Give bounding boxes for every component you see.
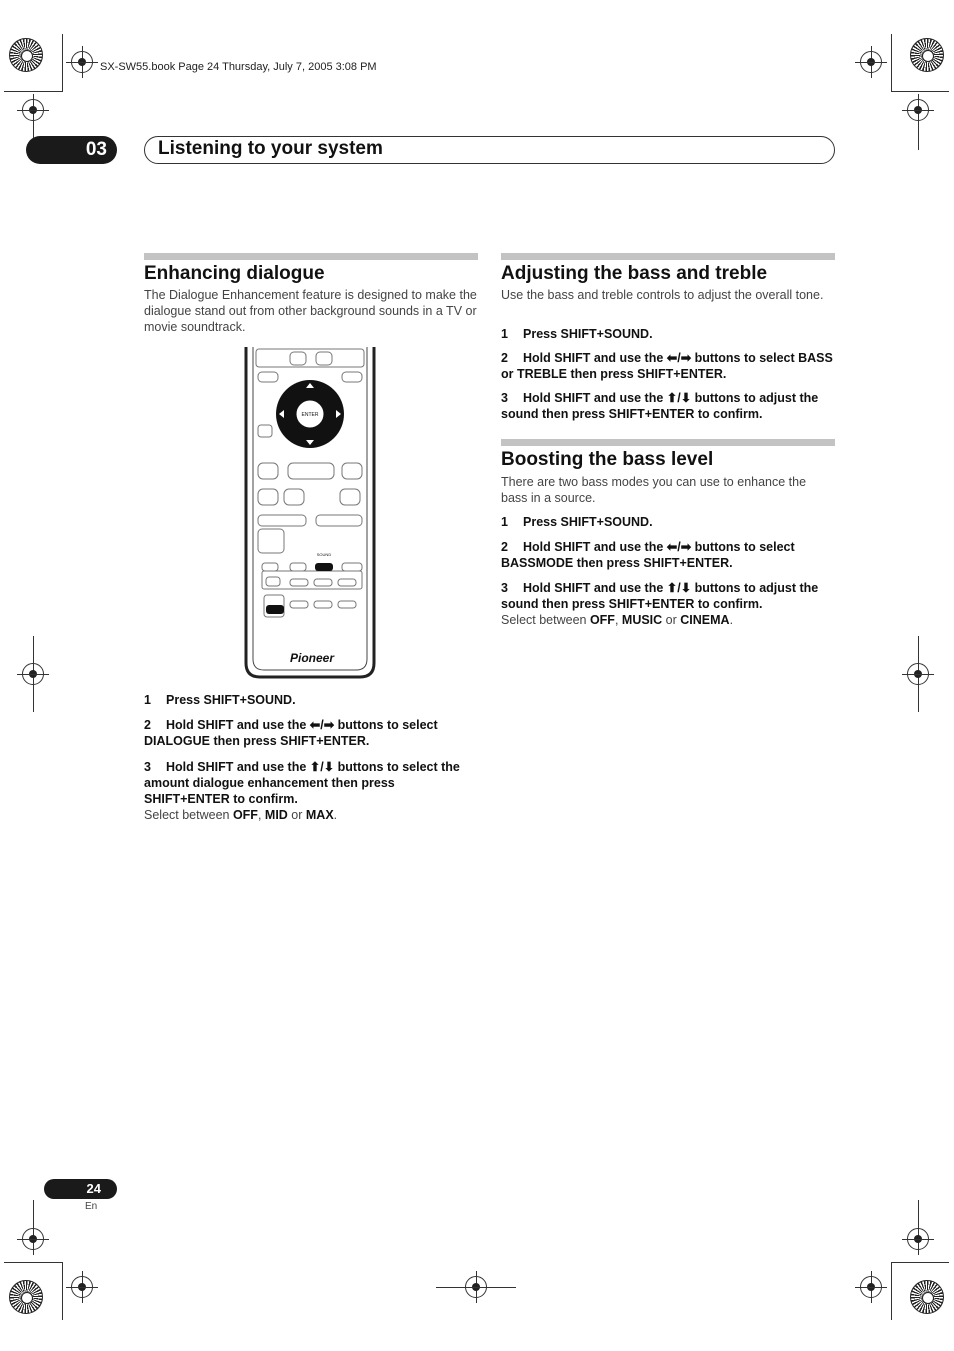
section-intro: The Dialogue Enhancement feature is designed to make the dialogue stand out from other background sounds in a TV or movie soundtrack. <box>144 288 477 334</box>
section-intro: There are two bass modes you can use to enhance the bass in a source. <box>501 475 807 505</box>
section-title-enhancing-dialogue: Enhancing dialogue <box>144 263 325 284</box>
registration-mark-icon <box>22 99 44 121</box>
registration-mark-icon <box>907 663 929 685</box>
pioneer-logo: Pioneer <box>289 651 335 665</box>
print-info: SX-SW55.book Page 24 Thursday, July 7, 2005 3:08 PM <box>100 61 377 73</box>
shift-label: SHIFT <box>269 610 281 615</box>
step-item: 2 Hold SHIFT and use the ⬅/➡ buttons to select BASSMODE then press SHIFT+ENTER. <box>501 540 795 570</box>
step-item: 1 Press SHIFT+SOUND. <box>501 515 653 529</box>
section-intro: Use the bass and treble controls to adjust the overall tone. <box>501 288 824 302</box>
registration-mark-icon <box>907 99 929 121</box>
registration-mark-icon <box>71 1276 93 1298</box>
registration-wheel-icon <box>910 1280 944 1314</box>
page-number: 24 <box>44 1179 117 1199</box>
step-item: 1 Press SHIFT+SOUND. <box>501 327 653 341</box>
sound-label: SOUND <box>316 552 332 557</box>
step-item: 3 Hold SHIFT and use the ⬆/⬇ buttons to adjust the sound then press SHIFT+ENTER to confirm. <box>501 391 819 421</box>
registration-mark-icon <box>465 1276 487 1298</box>
registration-wheel-icon <box>9 38 43 72</box>
select-options: Select between OFF, MID or MAX. <box>144 808 338 822</box>
registration-mark-icon <box>860 1276 882 1298</box>
section-rule <box>501 439 835 446</box>
step-item: 2 Hold SHIFT and use the ⬅/➡ buttons to select BASS or TREBLE then press SHIFT+ENTER. <box>501 351 833 381</box>
step-item: 1 Press SHIFT+SOUND. <box>144 693 296 707</box>
registration-mark-icon <box>22 663 44 685</box>
remote-control-illustration <box>240 345 380 680</box>
section-rule <box>144 253 478 260</box>
section-title-bass-treble: Adjusting the bass and treble <box>501 263 768 284</box>
page-language: En <box>85 1201 98 1212</box>
registration-mark-icon <box>907 1228 929 1250</box>
section-title-bass-level: Boosting the bass level <box>501 449 714 470</box>
chapter-title: Listening to your system <box>158 138 383 159</box>
registration-mark-icon <box>71 51 93 73</box>
select-options: Select between OFF, MUSIC or CINEMA. <box>501 613 734 627</box>
section-rule <box>501 253 835 260</box>
step-item: 3 Hold SHIFT and use the ⬆/⬇ buttons to select the amount dialogue enhancement then press SHIFT+ENTER to confirm. <box>144 760 460 806</box>
registration-wheel-icon <box>910 38 944 72</box>
registration-wheel-icon <box>9 1280 43 1314</box>
registration-mark-icon <box>860 51 882 73</box>
enter-label: ENTER <box>301 412 319 418</box>
step-item: 2 Hold SHIFT and use the ⬅/➡ buttons to select DIALOGUE then press SHIFT+ENTER. <box>144 718 438 748</box>
registration-mark-icon <box>22 1228 44 1250</box>
step-item: 3 Hold SHIFT and use the ⬆/⬇ buttons to adjust the sound then press SHIFT+ENTER to confirm. <box>501 581 819 611</box>
chapter-number: 03 <box>26 136 117 164</box>
